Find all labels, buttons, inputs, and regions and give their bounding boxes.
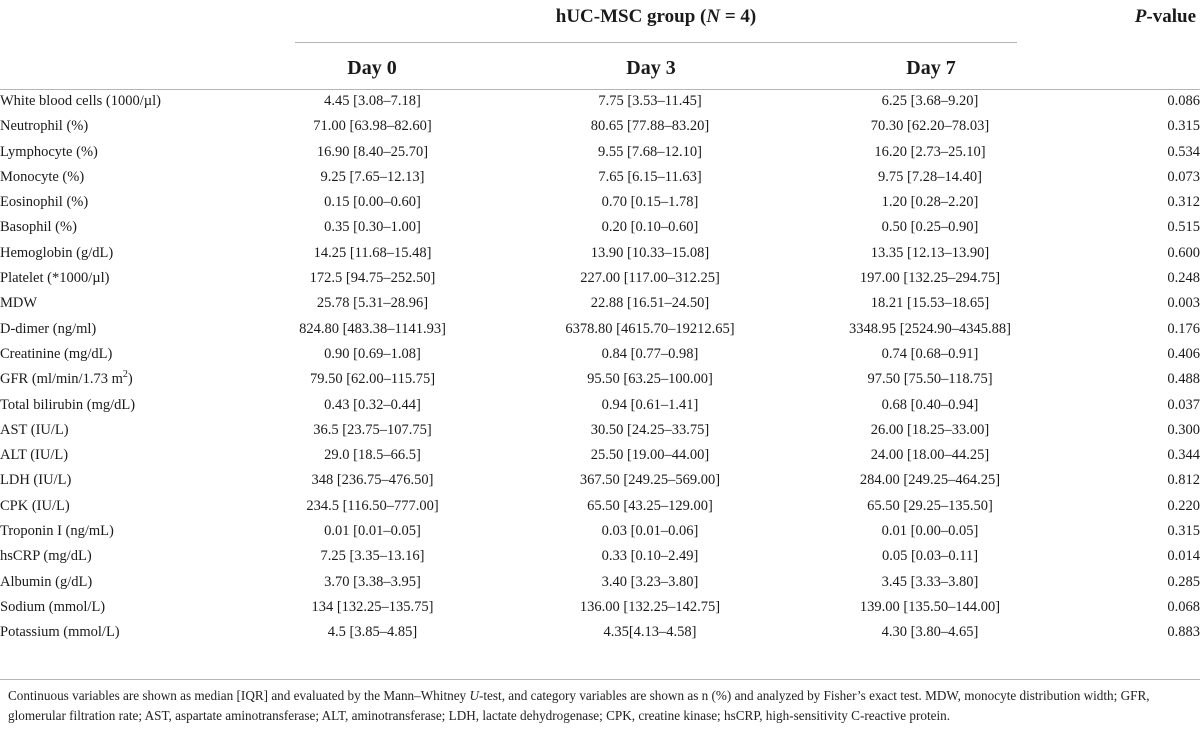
row-label-text: D-dimer (ng/ml) bbox=[0, 320, 97, 337]
table-footnote bbox=[8, 686, 1194, 726]
day3-value: 0.33 [0.10–2.49] bbox=[601, 548, 699, 565]
row-label-text: AST (IU/L) bbox=[0, 421, 69, 438]
table-row bbox=[0, 89, 1200, 114]
row-label-text: Neutrophil (%) bbox=[0, 118, 89, 135]
pvalue-header bbox=[1100, 4, 1196, 30]
row-label bbox=[0, 140, 235, 165]
day7-value: 3348.95 [2524.90–4345.88] bbox=[849, 320, 1011, 337]
day3-value: 0.03 [0.01–0.06] bbox=[601, 523, 699, 540]
p-value: 0.406 bbox=[1167, 345, 1200, 362]
table-row bbox=[0, 595, 1200, 620]
table-row bbox=[0, 418, 1200, 443]
row-label-text: CPK (IU/L) bbox=[0, 497, 70, 514]
row-label-text: MDW bbox=[0, 295, 38, 312]
day0-value: 134 [132.25–135.75] bbox=[311, 598, 434, 615]
row-label bbox=[0, 620, 235, 645]
group-title-n: N bbox=[706, 6, 721, 27]
row-label-text: Platelet (*1000/µl) bbox=[0, 270, 110, 287]
day3-value: 9.55 [7.68–12.10] bbox=[598, 143, 702, 160]
row-label bbox=[0, 570, 235, 595]
day7-value: 65.50 [29.25–135.50] bbox=[867, 497, 993, 514]
day0-value: 36.5 [23.75–107.75] bbox=[313, 421, 432, 438]
row-label-text: Eosinophil (%) bbox=[0, 194, 89, 211]
day3-value: 367.50 [249.25–569.00] bbox=[579, 472, 721, 489]
footnote-part2: -test, and category variables are shown as n (%) and analyzed by Fisher’s exact test. MDW, monocyte distribution width; GFR, glomerular filtration rate; AST, aspartate aminotransferase; ALT, aminotransferase; LDH, lactate dehydrogenase; CPK, creatine kinase; hsCRP, high-sensitivity C-reactive protein. bbox=[8, 688, 1150, 723]
day0-value: 3.70 [3.38–3.95] bbox=[324, 573, 421, 590]
table-row bbox=[0, 114, 1200, 139]
row-label-text: Monocyte (%) bbox=[0, 168, 85, 185]
p-value: 0.812 bbox=[1167, 472, 1200, 489]
day0-value: 234.5 [116.50–777.00] bbox=[306, 497, 439, 514]
row-label bbox=[0, 367, 235, 392]
p-value: 0.488 bbox=[1167, 371, 1200, 388]
p-value: 0.312 bbox=[1167, 194, 1200, 211]
day7-value: 26.00 [18.25–33.00] bbox=[870, 421, 990, 438]
row-label-text: hsCRP (mg/dL) bbox=[0, 548, 92, 565]
day3-value: 7.65 [6.15–11.63] bbox=[598, 168, 702, 185]
day0-value: 4.5 [3.85–4.85] bbox=[327, 624, 418, 641]
p-value: 0.248 bbox=[1167, 270, 1200, 287]
table-row bbox=[0, 190, 1200, 215]
day3-value: 0.20 [0.10–0.60] bbox=[601, 219, 699, 236]
day0-value: 0.01 [0.01–0.05] bbox=[324, 523, 421, 540]
table-row bbox=[0, 241, 1200, 266]
day3-value: 30.50 [24.25–33.75] bbox=[590, 421, 710, 438]
day7-value: 3.45 [3.33–3.80] bbox=[881, 573, 979, 590]
row-label bbox=[0, 418, 235, 443]
table-row bbox=[0, 620, 1200, 645]
table-row bbox=[0, 215, 1200, 240]
row-label bbox=[0, 215, 235, 240]
table-row bbox=[0, 570, 1200, 595]
day3-value: 95.50 [63.25–100.00] bbox=[587, 371, 713, 388]
day0-header: Day 0 bbox=[347, 57, 397, 79]
row-label bbox=[0, 114, 235, 139]
table-row bbox=[0, 266, 1200, 291]
p-value: 0.315 bbox=[1167, 523, 1200, 540]
p-value: 0.344 bbox=[1167, 447, 1200, 464]
row-label-text: Sodium (mmol/L) bbox=[0, 598, 106, 615]
group-title-suffix: = 4) bbox=[720, 6, 757, 27]
p-value: 0.014 bbox=[1167, 548, 1200, 565]
day0-value: 9.25 [7.65–12.13] bbox=[320, 168, 425, 185]
day7-value: 0.05 [0.03–0.11] bbox=[881, 548, 979, 565]
p-value: 0.315 bbox=[1167, 118, 1200, 135]
row-label bbox=[0, 317, 235, 342]
day7-value: 0.68 [0.40–0.94] bbox=[881, 396, 979, 413]
day3-value: 0.70 [0.15–1.78] bbox=[601, 194, 699, 211]
day7-value: 1.20 [0.28–2.20] bbox=[881, 194, 979, 211]
day3-value: 3.40 [3.23–3.80] bbox=[601, 573, 699, 590]
row-label bbox=[0, 89, 235, 114]
p-value: 0.883 bbox=[1167, 624, 1200, 641]
row-label bbox=[0, 165, 235, 190]
day3-value: 80.65 [77.88–83.20] bbox=[590, 118, 710, 135]
day7-value: 139.00 [135.50–144.00] bbox=[859, 598, 1001, 615]
p-value: 0.068 bbox=[1167, 598, 1200, 615]
day7-value: 4.30 [3.80–4.65] bbox=[881, 624, 979, 641]
row-label bbox=[0, 468, 235, 493]
table-body bbox=[0, 89, 1200, 646]
row-label-end: ) bbox=[127, 371, 133, 388]
day0-value: 0.43 [0.32–0.44] bbox=[324, 396, 421, 413]
day0-value: 29.0 [18.5–66.5] bbox=[324, 447, 421, 464]
group-title-prefix: hUC-MSC group ( bbox=[555, 6, 707, 27]
row-label-text: Troponin I (ng/mL) bbox=[0, 523, 114, 540]
table-row bbox=[0, 494, 1200, 519]
day0-value: 25.78 [5.31–28.96] bbox=[316, 295, 429, 312]
row-label bbox=[0, 190, 235, 215]
row-label-text: GFR (ml/min/1.73 m bbox=[0, 371, 123, 388]
day7-header: Day 7 bbox=[906, 57, 956, 79]
day3-value: 25.50 [19.00–44.00] bbox=[590, 447, 710, 464]
day7-value: 0.50 [0.25–0.90] bbox=[881, 219, 979, 236]
row-label bbox=[0, 241, 235, 266]
day7-value: 9.75 [7.28–14.40] bbox=[878, 168, 982, 185]
day3-value: 13.90 [10.33–15.08] bbox=[590, 244, 710, 261]
row-label bbox=[0, 494, 235, 519]
row-label bbox=[0, 519, 235, 544]
day0-value: 4.45 [3.08–7.18] bbox=[324, 93, 421, 109]
table-row bbox=[0, 317, 1200, 342]
day0-value: 348 [236.75–476.50] bbox=[311, 472, 434, 489]
day0-value: 0.90 [0.69–1.08] bbox=[324, 345, 421, 362]
day0-value: 7.25 [3.35–13.16] bbox=[320, 548, 425, 565]
pvalue-header-rest: -value bbox=[1146, 6, 1196, 27]
row-label-text: Potassium (mmol/L) bbox=[0, 624, 120, 641]
p-value: 0.086 bbox=[1167, 93, 1200, 109]
table-row bbox=[0, 342, 1200, 367]
row-label-text: White blood cells (1000/µl) bbox=[0, 93, 161, 109]
day3-header: Day 3 bbox=[626, 57, 676, 79]
table-row bbox=[0, 468, 1200, 493]
row-label-sup: 2 bbox=[122, 369, 128, 381]
table-row bbox=[0, 544, 1200, 569]
p-value: 0.003 bbox=[1167, 295, 1200, 312]
row-label-text: Total bilirubin (mg/dL) bbox=[0, 396, 136, 413]
row-label bbox=[0, 393, 235, 418]
day3-value: 0.84 [0.77–0.98] bbox=[601, 345, 699, 362]
row-label-text: Creatinine (mg/dL) bbox=[0, 345, 113, 362]
pvalue-header-p: P bbox=[1134, 6, 1147, 27]
day7-value: 16.20 [2.73–25.10] bbox=[874, 143, 986, 160]
lab-results-table bbox=[0, 89, 1200, 646]
day7-value: 284.00 [249.25–464.25] bbox=[859, 472, 1001, 489]
row-label-text: LDH (IU/L) bbox=[0, 472, 72, 489]
p-value: 0.037 bbox=[1167, 396, 1200, 413]
group-underline bbox=[295, 42, 1017, 43]
footnote-u: U bbox=[469, 688, 479, 703]
day0-value: 79.50 [62.00–115.75] bbox=[309, 371, 436, 388]
day7-value: 13.35 [12.13–13.90] bbox=[870, 244, 990, 261]
table-row bbox=[0, 393, 1200, 418]
table-row bbox=[0, 367, 1200, 392]
day0-value: 0.15 [0.00–0.60] bbox=[324, 194, 421, 211]
day3-value: 7.75 [3.53–11.45] bbox=[598, 93, 702, 109]
day3-value: 65.50 [43.25–129.00] bbox=[587, 497, 713, 514]
day7-value: 24.00 [18.00–44.25] bbox=[870, 447, 990, 464]
table-bottom-rule bbox=[0, 679, 1200, 680]
p-value: 0.220 bbox=[1167, 497, 1200, 514]
day3-value: 136.00 [132.25–142.75] bbox=[579, 598, 721, 615]
row-label-text: Basophil (%) bbox=[0, 219, 77, 236]
p-value: 0.300 bbox=[1167, 421, 1200, 438]
day7-value: 197.00 [132.25–294.75] bbox=[859, 270, 1001, 287]
day7-value: 6.25 [3.68–9.20] bbox=[881, 93, 979, 109]
day0-value: 71.00 [63.98–82.60] bbox=[313, 118, 432, 135]
row-label bbox=[0, 291, 235, 316]
day0-value: 172.5 [94.75–252.50] bbox=[309, 270, 436, 287]
row-label bbox=[0, 342, 235, 367]
table-row bbox=[0, 519, 1200, 544]
footnote-part1: Continuous variables are shown as median [IQR] and evaluated by the Mann–Whitney bbox=[8, 688, 470, 703]
day0-value: 0.35 [0.30–1.00] bbox=[324, 219, 421, 236]
row-label-text: Lymphocyte (%) bbox=[0, 143, 98, 160]
group-title bbox=[295, 4, 1017, 30]
p-value: 0.534 bbox=[1167, 143, 1200, 160]
day0-value: 14.25 [11.68–15.48] bbox=[313, 244, 432, 261]
row-label bbox=[0, 266, 235, 291]
row-label-text: Hemoglobin (g/dL) bbox=[0, 244, 114, 261]
p-value: 0.515 bbox=[1167, 219, 1200, 236]
table-row bbox=[0, 291, 1200, 316]
day3-value: 6378.80 [4615.70–19212.65] bbox=[565, 320, 735, 337]
p-value: 0.600 bbox=[1167, 244, 1200, 261]
table-row bbox=[0, 443, 1200, 468]
day7-value: 0.01 [0.00–0.05] bbox=[881, 523, 979, 540]
day7-value: 70.30 [62.20–78.03] bbox=[870, 118, 990, 135]
p-value: 0.073 bbox=[1167, 168, 1200, 185]
row-label bbox=[0, 443, 235, 468]
table-row bbox=[0, 165, 1200, 190]
row-label-text: Albumin (g/dL) bbox=[0, 573, 93, 590]
day7-value: 97.50 [75.50–118.75] bbox=[867, 371, 993, 388]
p-value: 0.176 bbox=[1167, 320, 1200, 337]
row-label bbox=[0, 595, 235, 620]
day3-value: 22.88 [16.51–24.50] bbox=[590, 295, 710, 312]
day3-value: 227.00 [117.00–312.25] bbox=[580, 270, 720, 287]
day7-value: 18.21 [15.53–18.65] bbox=[870, 295, 990, 312]
day7-value: 0.74 [0.68–0.91] bbox=[881, 345, 979, 362]
day0-value: 824.80 [483.38–1141.93] bbox=[299, 320, 446, 337]
day0-value: 16.90 [8.40–25.70] bbox=[316, 143, 429, 160]
row-label bbox=[0, 544, 235, 569]
day3-value: 4.35[4.13–4.58] bbox=[603, 624, 697, 641]
row-label-text: ALT (IU/L) bbox=[0, 447, 69, 464]
table-row bbox=[0, 140, 1200, 165]
p-value: 0.285 bbox=[1167, 573, 1200, 590]
day3-value: 0.94 [0.61–1.41] bbox=[601, 396, 699, 413]
